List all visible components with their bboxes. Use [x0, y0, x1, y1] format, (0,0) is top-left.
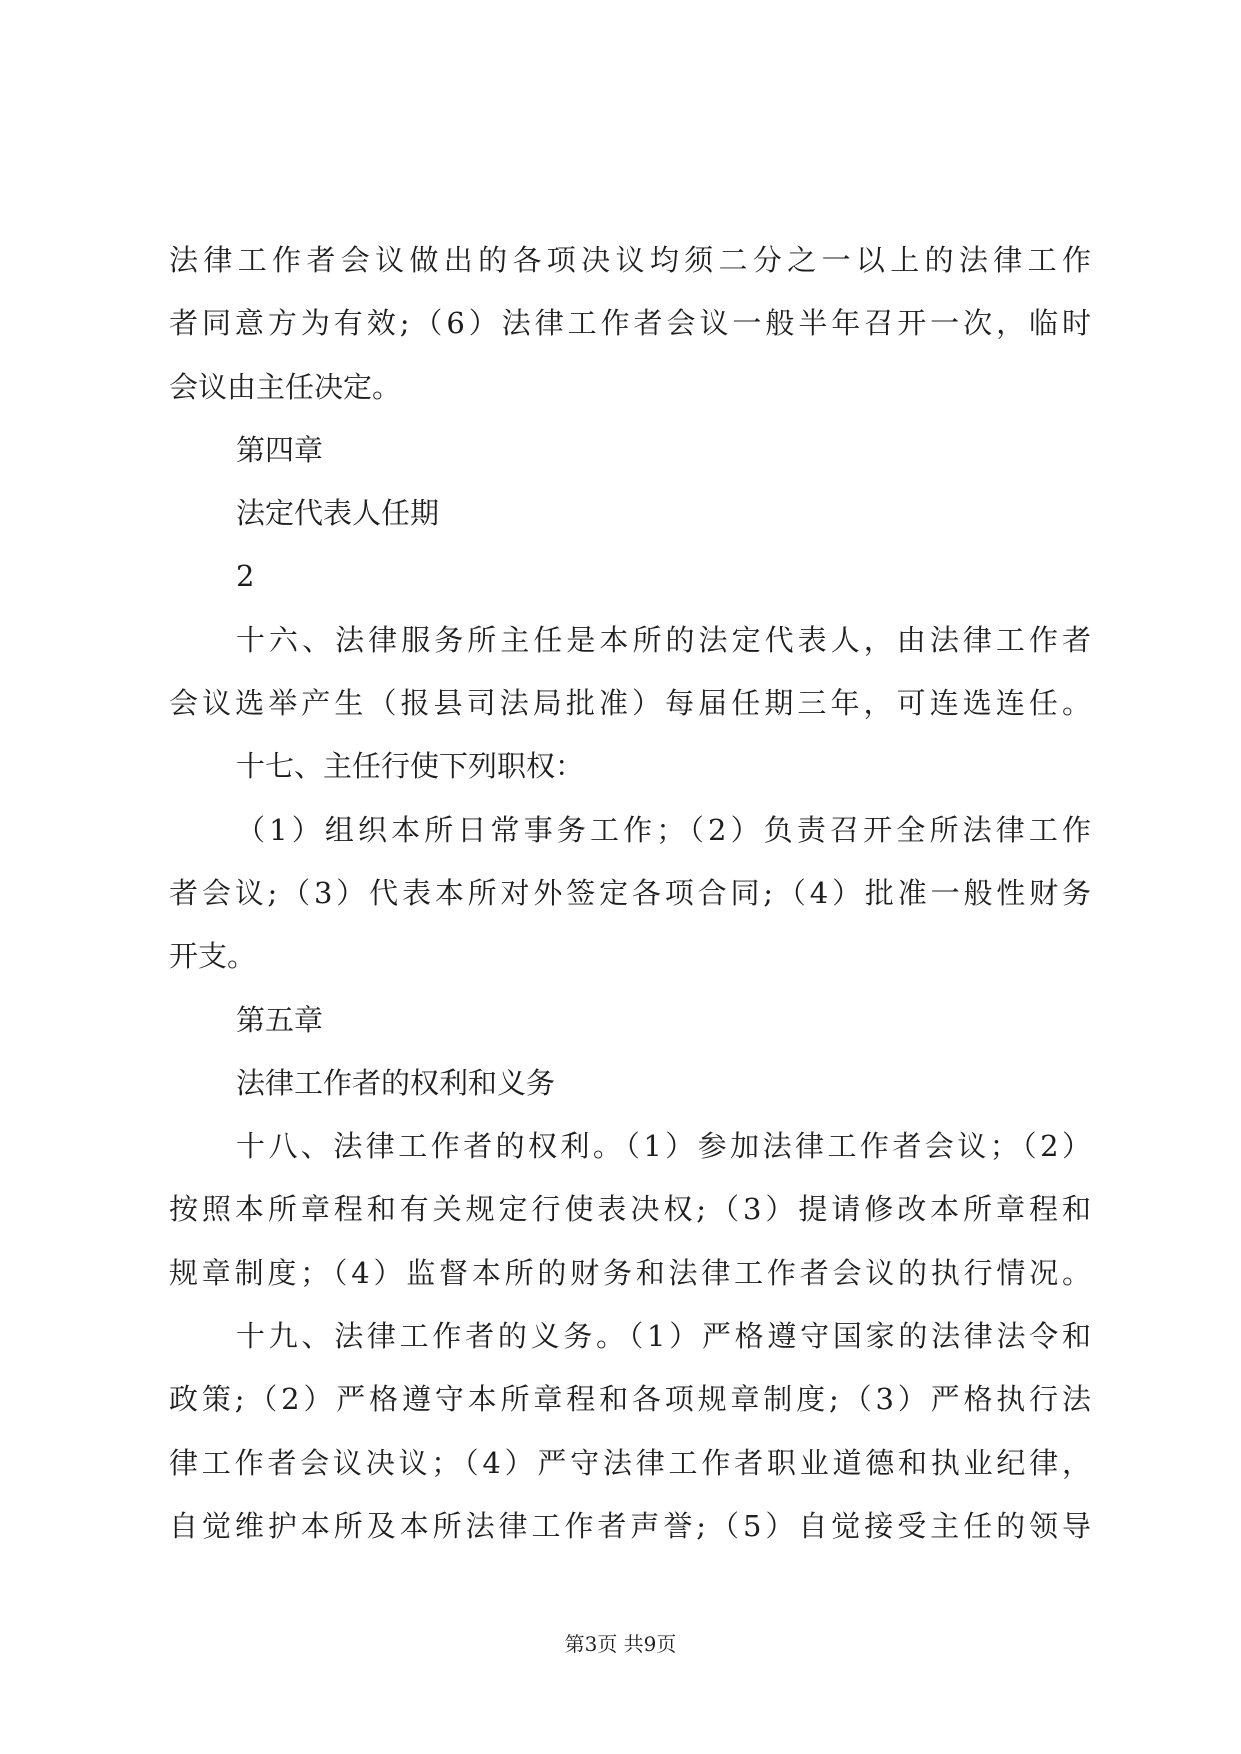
chapter-title: 法律工作者的权利和义务	[236, 1065, 556, 1100]
text-line: 会议选举产生（报县司法局批准）每届任期三年，可连选连任。	[169, 686, 1091, 721]
text-line: 者会议;（3）代表本所对外签定各项合同;（4）批准一般性财务	[169, 875, 1091, 910]
text-line: 十七、主任行使下列职权：	[236, 749, 585, 784]
text-line: 会议由主任决定。	[169, 369, 402, 404]
document-body	[169, 229, 1091, 1558]
text-line: 自觉维护本所及本所法律工作者声誉;（5）自觉接受主任的领导	[169, 1508, 1091, 1543]
text-line: 者同意方为有效;（6）法律工作者会议一般半年召开一次，临时	[169, 306, 1091, 341]
text-line: 法律工作者会议做出的各项决议均须二分之一以上的法律工作	[169, 243, 1091, 277]
chapter-title: 法定代表人任期	[236, 496, 440, 531]
text-line: 律工作者会议决议；（4）严守法律工作者职业道德和执业纪律，	[169, 1445, 1091, 1480]
text-line: 十六、法律服务所主任是本所的法定代表人，由法律工作者	[236, 622, 1091, 657]
chapter-heading: 第四章	[236, 432, 324, 467]
text-line: 按照本所章程和有关规定行使表决权;（3）提请修改本所章程和	[169, 1192, 1091, 1227]
chapter-heading: 第五章	[236, 1002, 324, 1037]
text-line: 2	[236, 559, 255, 594]
text-line: （1）组织本所日常事务工作；（2）负责召开全所法律工作	[236, 812, 1091, 847]
text-line: 政策;（2）严格遵守本所章程和各项规章制度;（3）严格执行法	[169, 1382, 1091, 1417]
text-line: 规章制度；（4）监督本所的财务和法律工作者会议的执行情况。	[169, 1255, 1091, 1290]
text-line: 开支。	[169, 939, 257, 974]
text-line: 十八、法律工作者的权利。（1）参加法律工作者会议；（2）	[236, 1129, 1091, 1164]
text-line: 十九、法律工作者的义务。（1）严格遵守国家的法律法令和	[236, 1319, 1091, 1354]
page-number: 第3页 共9页	[564, 1632, 677, 1656]
